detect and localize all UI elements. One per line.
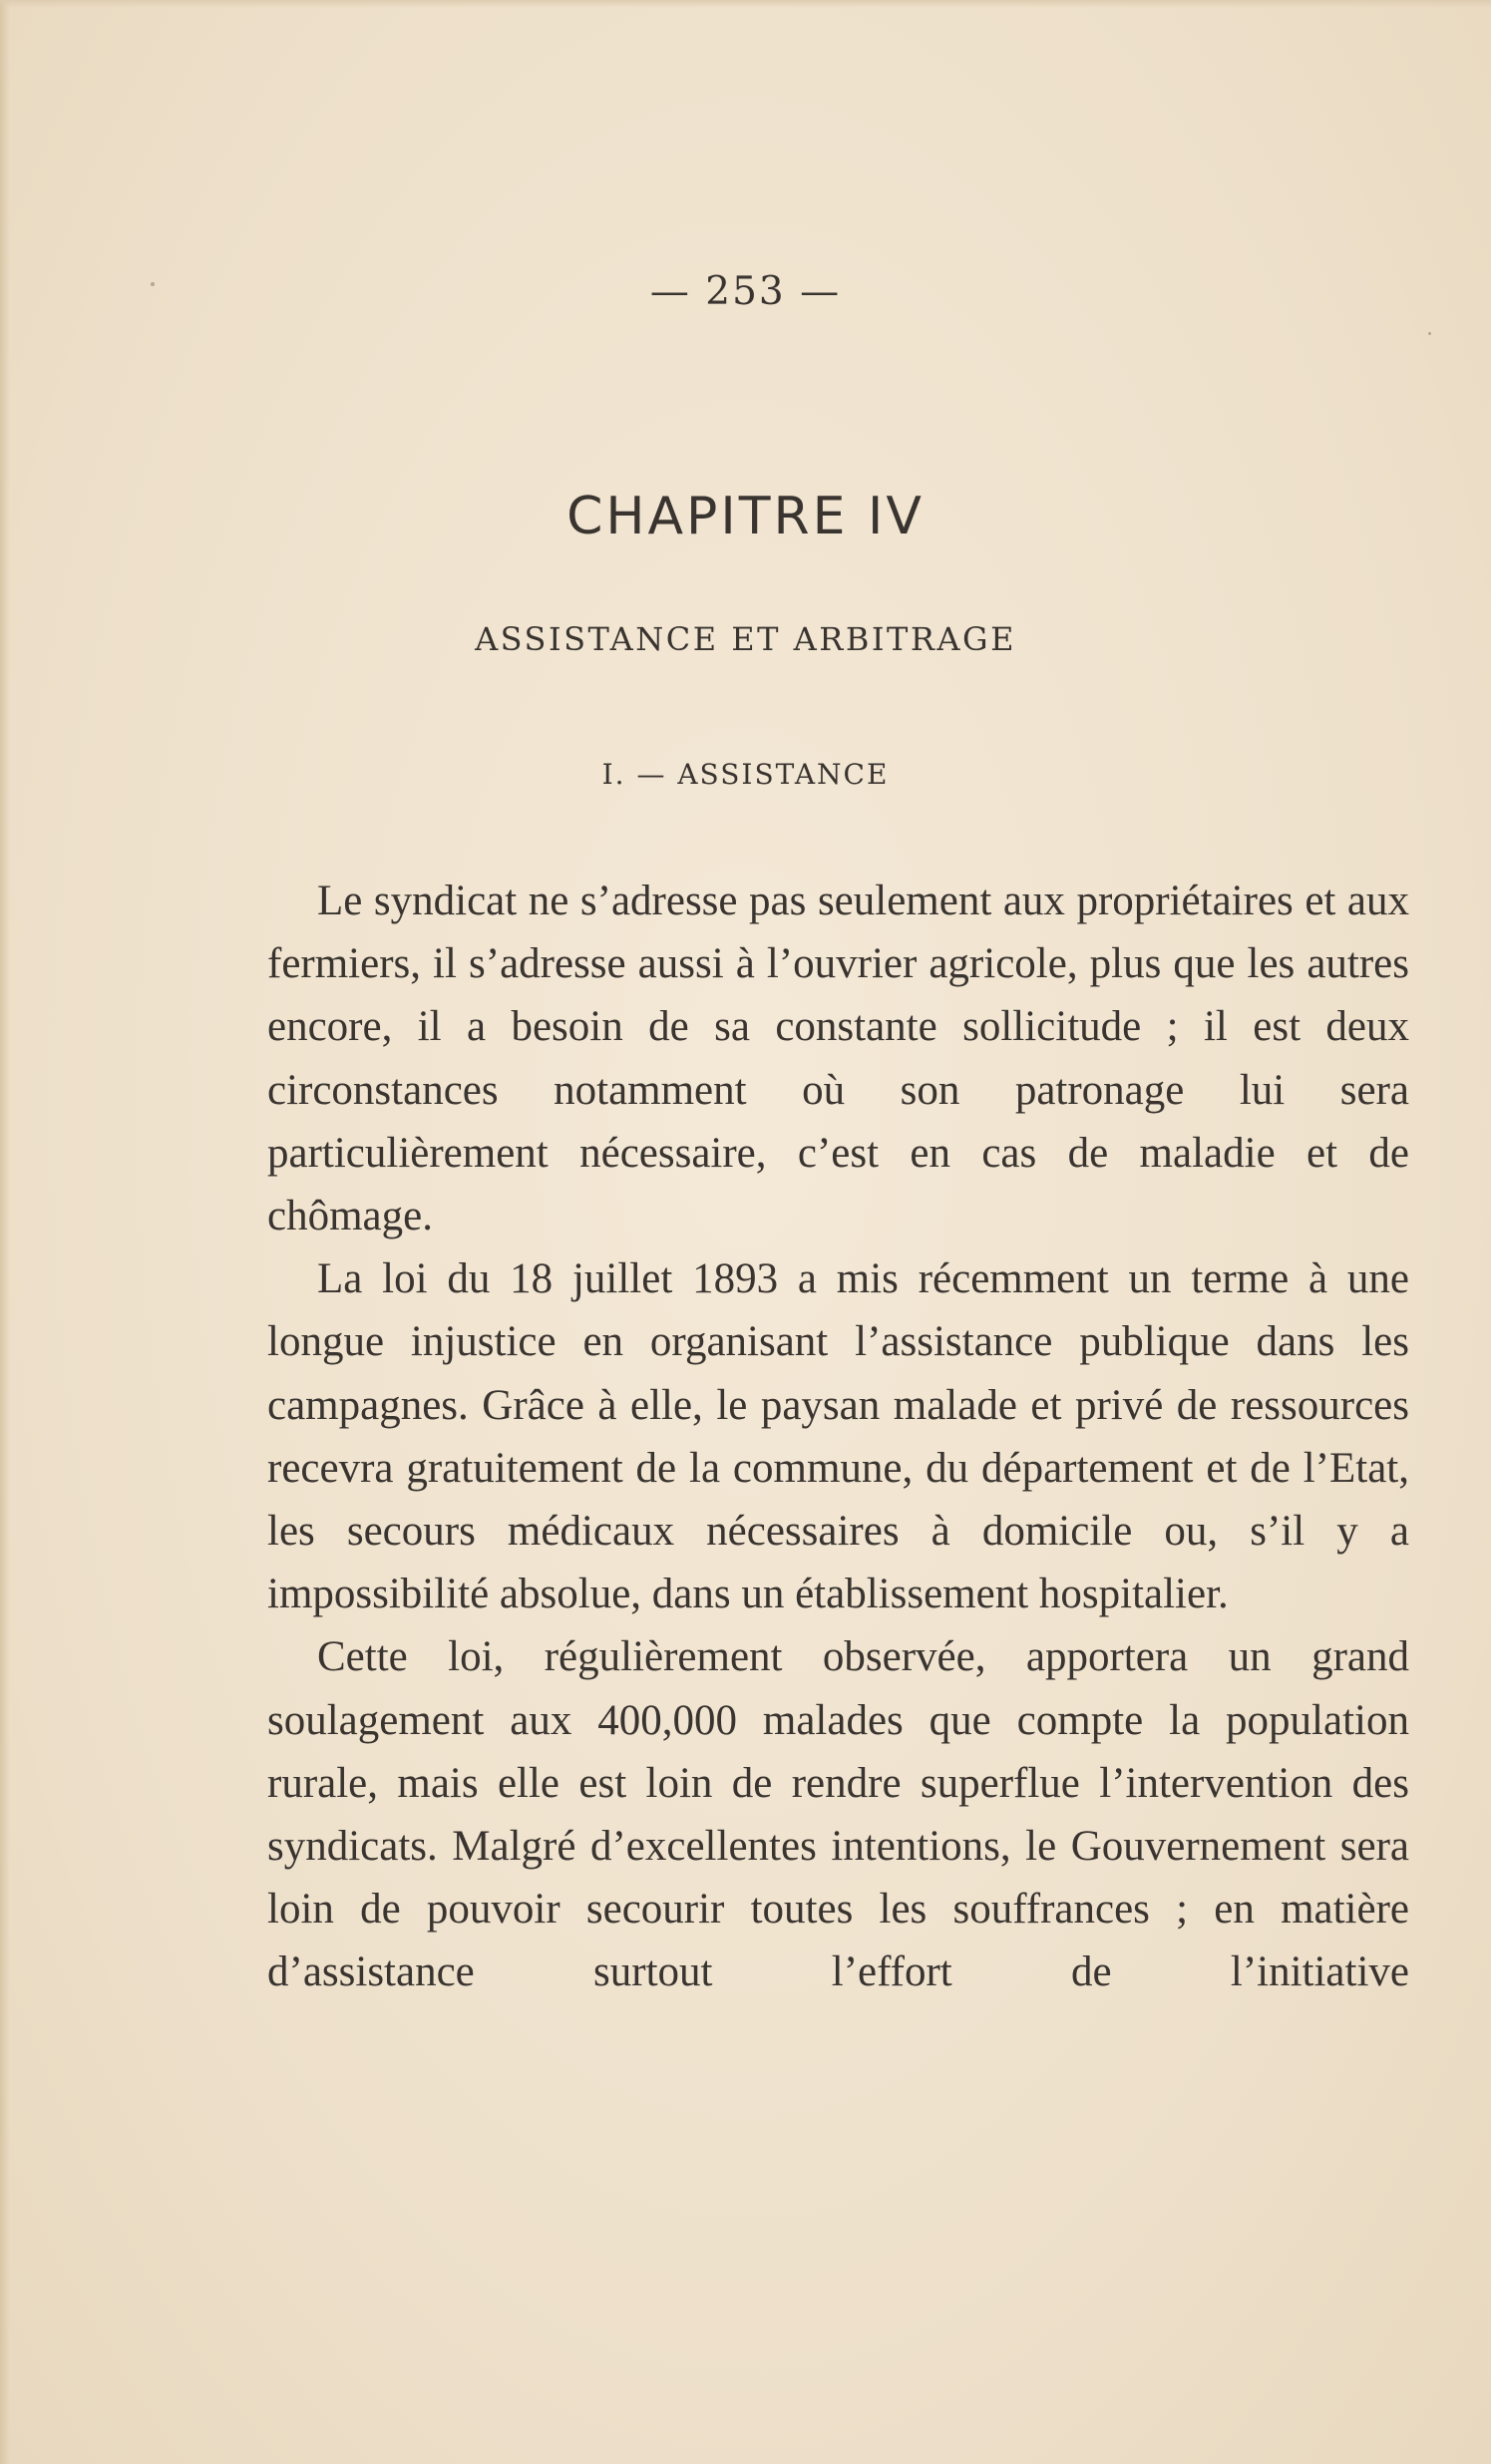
paragraph: Le syndicat ne s’adresse pas seulement aux propriétaires et aux fermiers, il s’adresse aussi à l’ouvrier agricole, plus que les autres encore, il a besoin de sa constante sollicitude ; il est deux circonstances notamment où son patronage lui sera particulièrement nécessaire, c’est en cas de maladie et de chômage.: [267, 878, 1409, 1240]
paragraph: La loi du 18 juillet 1893 a mis récemment un terme à une longue injustice en organisant l’assistance publique dans les campagnes. Grâce à elle, le paysan malade et privé de ressources recevra gratuitement de la commune, du département et de l’Etat, les secours médicaux nécessaires à domicile ou, s’il y a impossibilité absolue, dans un établissement hospitalier.: [267, 1255, 1409, 1618]
section-heading: I. — ASSISTANCE: [601, 758, 890, 791]
page-number: — 253 —: [649, 269, 842, 314]
paper-speck: [1428, 332, 1431, 335]
chapter-heading: CHAPITRE IV: [566, 487, 925, 546]
paragraph: Cette loi, régulièrement observée, apportera un grand soulagement aux 400,000 malades que compte la population rurale, mais elle est loin de rendre superflue l’intervention des syndicats. Malgré d’excellentes intentions, le Gouvernement sera loin de pouvoir secourir toutes les souffrances ; en matière d’assistance surtout l’effort de l’initiative: [267, 1633, 1409, 1996]
body-text: [267, 870, 1409, 2004]
chapter-title: ASSISTANCE ET ARBITRAGE: [475, 620, 1016, 658]
